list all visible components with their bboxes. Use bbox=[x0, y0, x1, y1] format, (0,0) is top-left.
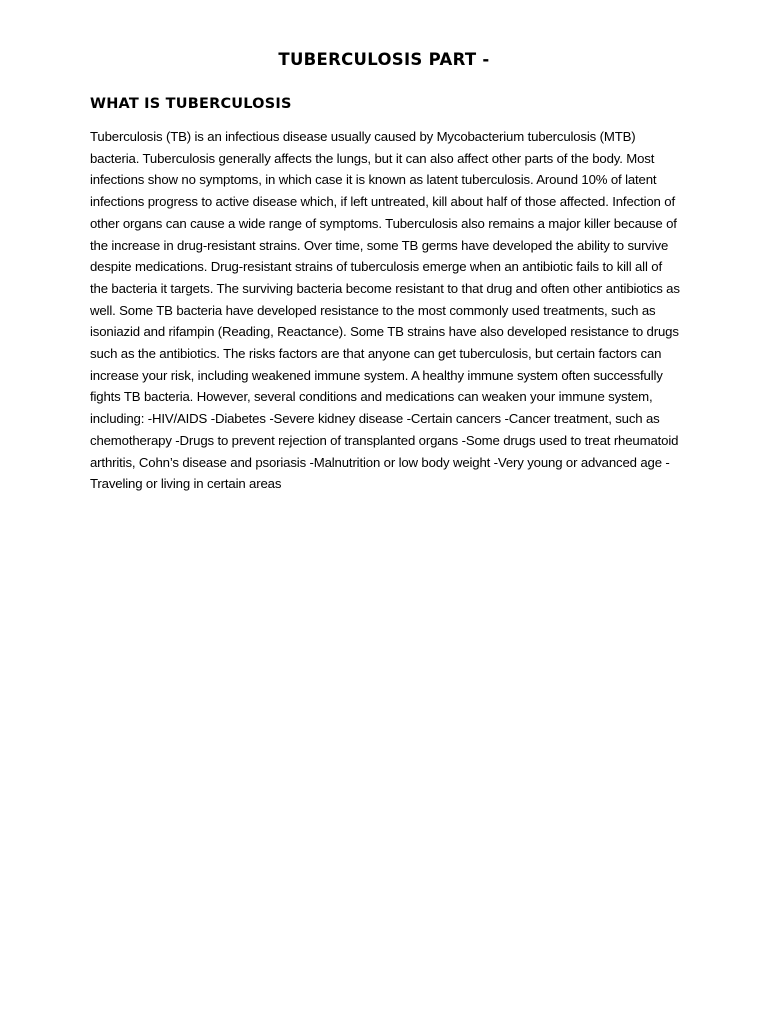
body-paragraph: Tuberculosis (TB) is an infectious disease usually caused by Mycobacterium tuberculosis (MTB) bacteria. Tuberculosis generally affects the lungs, but it can also affect other parts of the body. Most infections show no symptoms, in which case it is known as latent tuberculosis. Around 10% of latent infections progress to active disease which, if left untreated, kill about half of those affected. Infection of other organs can cause a wide range of symptoms. Tuberculosis also remains a major killer because of the increase in drug-resistant strains. Over time, some TB germs have developed the ability to survive despite medications. Drug-resistant strains of tuberculosis emerge when an antibiotic fails to kill all of the bacteria it targets. The surviving bacteria become resistant to that drug and often other antibiotics as well. Some TB bacteria have developed resistance to the most commonly used treatments, such as isoniazid and rifampin (Reading, Reactance). Some TB strains have also developed resistance to drugs such as the antibiotics. The risks factors are that anyone can get tuberculosis, but certain factors can increase your risk, including weakened immune system. A healthy immune system often successfully fights TB bacteria. However, several conditions and medications can weaken your immune system, including: -HIV/AIDS -Diabetes -Severe kidney disease -Certain cancers -Cancer treatment, such as chemotherapy -Drugs to prevent rejection of transplanted organs -Some drugs used to treat rheumatoid arthritis, Cohn’s disease and psoriasis -Malnutrition or low body weight -Very young or advanced age -Traveling or living in certain areas bbox=[90, 129, 680, 492]
document-title: TUBERCULOSIS PART - bbox=[278, 50, 490, 69]
section-heading: WHAT IS TUBERCULOSIS bbox=[90, 96, 292, 112]
